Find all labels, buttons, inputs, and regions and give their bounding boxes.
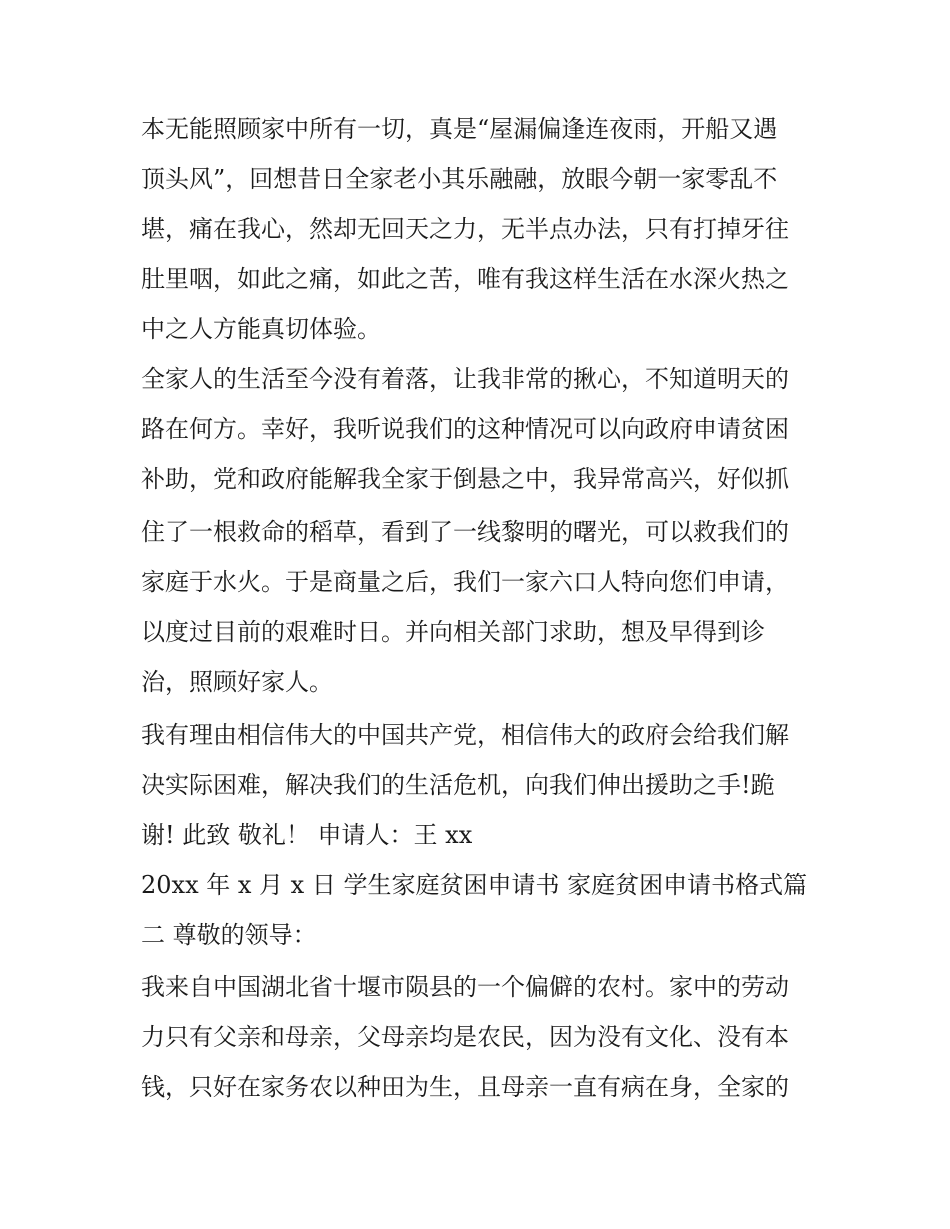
text-line: 全家人的生活至今没有着落，让我非常的揪心，不知道明天的 xyxy=(141,365,789,393)
text-line: 二 尊敬的领导： xyxy=(141,921,317,949)
text-line: 治，照顾好家人。 xyxy=(141,668,333,696)
text-line: 堪，痛在我心，然却无回天之力，无半点办法，只有打掉牙往 xyxy=(141,215,789,243)
text-line: 我有理由相信伟大的中国共产党，相信伟大的政府会给我们解 xyxy=(141,721,789,749)
text-line: 中之人方能真切体验。 xyxy=(141,315,381,343)
text-line: 以度过目前的艰难时日。并向相关部门求助，想及早得到诊 xyxy=(141,618,765,646)
text-line: 肚里咽，如此之痛，如此之苦，唯有我这样生活在水深火热之 xyxy=(141,265,789,293)
text-line: 家庭于水火。于是商量之后，我们一家六口人特向您们申请， xyxy=(141,568,789,596)
text-line: 顶头风”，回想昔日全家老小其乐融融，放眼今朝一家零乱不 xyxy=(141,165,778,193)
text-line: 谢! 此致 敬礼！ 申请人：王 xx xyxy=(141,821,473,849)
text-line: 决实际困难，解决我们的生活危机，向我们伸出援助之手!跪 xyxy=(141,771,775,799)
text-line: 力只有父亲和母亲，父母亲均是农民，因为没有文化、没有本 xyxy=(141,1023,789,1051)
text-line: 路在何方。幸好，我听说我们的这种情况可以向政府申请贫困 xyxy=(141,415,789,443)
text-line: 本无能照顾家中所有一切，真是“屋漏偏逢连夜雨，开船又遇 xyxy=(141,115,778,143)
text-line: 我来自中国湖北省十堰市陨县的一个偏僻的农村。家中的劳动 xyxy=(141,973,789,1001)
text-line: 补助，党和政府能解我全家于倒悬之中，我异常高兴，好似抓 xyxy=(141,465,789,493)
text-line: 20xx 年 x 月 x 日 学生家庭贫困申请书 家庭贫困申请书格式篇 xyxy=(141,871,808,899)
text-line: 住了一根救命的稻草，看到了一线黎明的曙光，可以救我们的 xyxy=(141,518,789,546)
text-line: 钱，只好在家务农以种田为生，且母亲一直有病在身，全家的 xyxy=(141,1073,789,1101)
